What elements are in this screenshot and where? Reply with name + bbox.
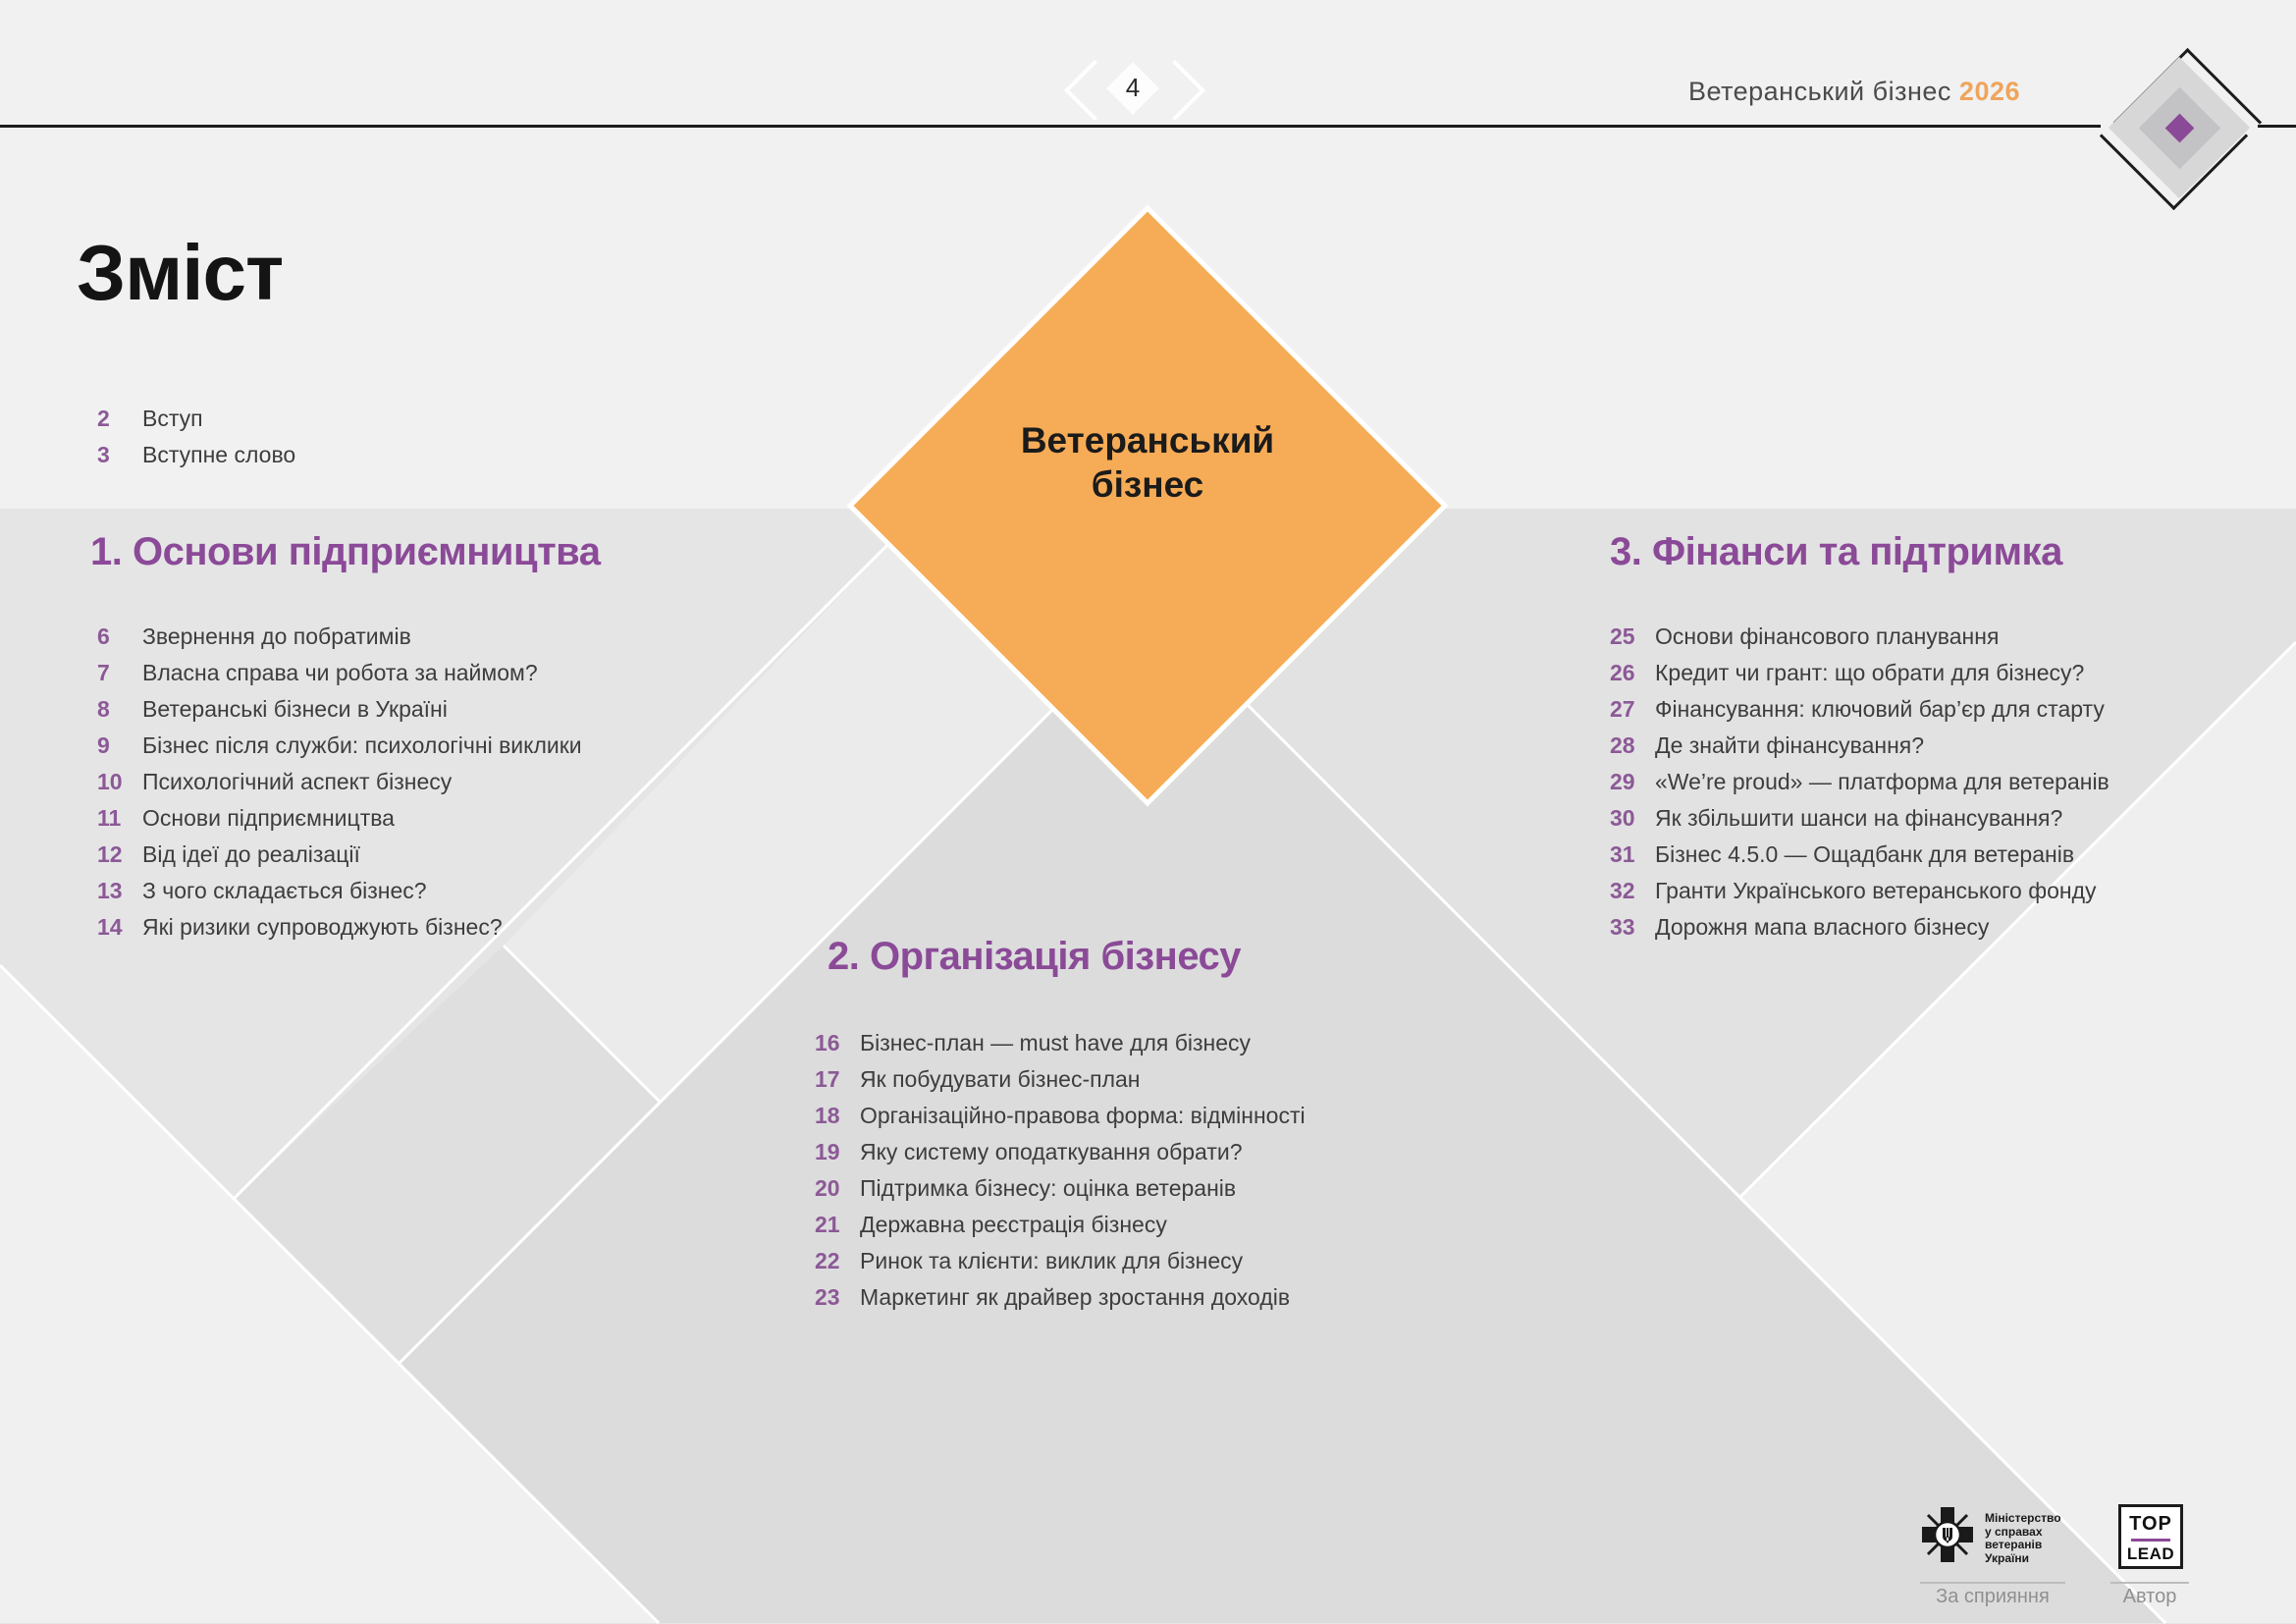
toplead-logo <box>2118 1504 2183 1569</box>
toc-item-page-number: 3 <box>97 442 110 467</box>
toc-item-page-number: 9 <box>97 732 110 758</box>
toc-item <box>1610 873 2109 909</box>
toc-item <box>815 1279 1306 1316</box>
toc-item <box>1610 800 2109 837</box>
toc-item-page-number: 7 <box>97 660 110 685</box>
toc-item-label: Від ідеї до реалізації <box>142 841 360 867</box>
toc-item-page-number: 25 <box>1610 623 1635 649</box>
toc-item-label: Яку систему оподаткування обрати? <box>860 1139 1243 1164</box>
toc-item-page-number: 26 <box>1610 660 1635 685</box>
toc-item-page-number: 10 <box>97 769 123 794</box>
toc-item <box>815 1170 1306 1207</box>
toc-item-page-number: 2 <box>97 406 110 431</box>
toc-item-label: Як побудувати бізнес-план <box>860 1066 1141 1092</box>
toc-item <box>815 1061 1306 1098</box>
edition-year: 2026 <box>1958 77 2020 106</box>
toc-item-label: «We’re proud» — платформа для ветеранів <box>1655 769 2109 794</box>
ministry-line: України <box>1985 1550 2030 1565</box>
toc-item-page-number: 16 <box>815 1030 840 1056</box>
toc-item <box>1610 619 2109 655</box>
center-diamond-line2: бізнес <box>1091 464 1204 505</box>
header-rule-left <box>0 125 2101 128</box>
toc-item-label: Бізнес-план — must have для бізнесу <box>860 1030 1252 1056</box>
toc-item-page-number: 22 <box>815 1248 840 1273</box>
header-rule-right <box>2258 125 2296 128</box>
toplead-rule <box>2131 1539 2170 1542</box>
toc-item <box>97 728 582 764</box>
toc-item-label: Дорожня мапа власного бізнесу <box>1655 914 1990 940</box>
toc-item-page-number: 17 <box>815 1066 840 1092</box>
intro-list <box>97 401 295 473</box>
toc-item-label: Ветеранські бізнеси в Україні <box>142 696 448 722</box>
toc-item <box>97 800 582 837</box>
toc-item-label: Вступне слово <box>142 442 296 467</box>
toplead-top: TOP <box>2129 1513 2172 1535</box>
section-1-list <box>97 619 582 946</box>
toc-item <box>97 437 295 473</box>
toc-item-label: Які ризики супроводжують бізнес? <box>142 914 503 940</box>
toc-item <box>97 655 582 691</box>
toc-item-page-number: 23 <box>815 1284 840 1310</box>
toc-item-label: Основи підприємництва <box>142 805 395 831</box>
toc-item-page-number: 28 <box>1610 732 1635 758</box>
toc-item <box>815 1098 1306 1134</box>
toc-item-page-number: 30 <box>1610 805 1635 831</box>
toc-item-page-number: 27 <box>1610 696 1635 722</box>
center-diamond-caption <box>951 418 1344 507</box>
toc-item <box>97 691 582 728</box>
toc-item-label: З чого складається бізнес? <box>142 878 427 903</box>
toc-item-page-number: 11 <box>97 805 122 831</box>
supporter-divider <box>1920 1582 2065 1584</box>
toc-item <box>1610 691 2109 728</box>
toc-item <box>815 1207 1306 1243</box>
toc-item-label: Психологічний аспект бізнесу <box>142 769 453 794</box>
section-1-heading: 1. Основи підприємництва <box>90 530 601 573</box>
toc-item-label: Підтримка бізнесу: оцінка ветеранів <box>860 1175 1237 1201</box>
toc-item <box>1610 837 2109 873</box>
toc-item-label: Організаційно-правова форма: відмінності <box>860 1103 1306 1128</box>
toc-item <box>97 837 582 873</box>
toc-item <box>815 1025 1306 1061</box>
toc-item-label: Фінансування: ключовий бар’єр для старту <box>1655 696 2105 722</box>
toc-item-label: Бізнес 4.5.0 — Ощадбанк для ветеранів <box>1655 841 2075 867</box>
toc-item-label: Вступ <box>142 406 203 431</box>
toc-item-page-number: 8 <box>97 696 110 722</box>
toc-item-page-number: 19 <box>815 1139 840 1164</box>
section-2-list <box>815 1025 1306 1316</box>
center-diamond-line1: Ветеранський <box>1020 420 1275 460</box>
toc-item-label: Ринок та клієнти: виклик для бізнесу <box>860 1248 1244 1273</box>
toc-item <box>97 909 582 946</box>
page-title: Зміст <box>77 228 284 316</box>
toc-item-label: Кредит чи грант: що обрати для бізнесу? <box>1655 660 2085 685</box>
edition-title <box>1472 77 2020 107</box>
toc-item <box>1610 728 2109 764</box>
toc-item-label: Маркетинг як драйвер зростання доходів <box>860 1284 1291 1310</box>
toc-item-label: Гранти Українського ветеранського фонду <box>1655 878 2097 903</box>
toc-item-page-number: 14 <box>97 914 123 940</box>
toc-item-page-number: 31 <box>1610 841 1635 867</box>
toc-item-label: Державна реєстрація бізнесу <box>860 1212 1167 1237</box>
ministry-line: у справах <box>1985 1524 2043 1539</box>
toc-item <box>97 764 582 800</box>
edition-title-text: Ветеранський бізнес <box>1687 77 1951 106</box>
toc-item-label: Де знайти фінансування? <box>1655 732 1925 758</box>
author-divider <box>2110 1582 2189 1584</box>
toplead-lead: LEAD <box>2126 1544 2175 1563</box>
corner-diamond-logo <box>2101 49 2258 206</box>
toc-item-page-number: 13 <box>97 878 123 903</box>
section-3-list <box>1610 619 2109 946</box>
toc-item-page-number: 18 <box>815 1103 840 1128</box>
author-caption: Автор <box>2122 1586 2177 1607</box>
toc-item <box>1610 764 2109 800</box>
section-3-heading: 3. Фінанси та підтримка <box>1610 530 2062 573</box>
page-number: 4 <box>1125 73 1141 102</box>
toc-item-label: Звернення до побратимів <box>142 623 411 649</box>
toc-item-page-number: 29 <box>1610 769 1635 794</box>
toc-item-page-number: 6 <box>97 623 110 649</box>
toc-item <box>1610 909 2109 946</box>
ministry-line: ветеранів <box>1985 1538 2043 1551</box>
toc-item <box>97 619 582 655</box>
toc-item-label: Основи фінансового планування <box>1655 623 2000 649</box>
toc-item <box>815 1134 1306 1170</box>
toc-item-page-number: 20 <box>815 1175 840 1201</box>
toc-item-label: Як збільшити шанси на фінансування? <box>1655 805 2063 831</box>
toc-item-page-number: 32 <box>1610 878 1635 903</box>
supporter-caption: За сприяння <box>1936 1586 2050 1607</box>
toc-item <box>1610 655 2109 691</box>
toc-item <box>97 401 295 437</box>
ministry-emblem-icon <box>1920 1505 1975 1564</box>
toc-item <box>97 873 582 909</box>
ministry-name <box>1985 1512 2103 1565</box>
toc-item-label: Власна справа чи робота за наймом? <box>142 660 538 685</box>
toc-item-label: Бізнес після служби: психологічні виклики <box>142 732 582 758</box>
ministry-line: Міністерство <box>1985 1511 2061 1525</box>
toc-item <box>815 1243 1306 1279</box>
section-2-heading: 2. Організація бізнесу <box>828 935 1242 978</box>
toc-item-page-number: 12 <box>97 841 123 867</box>
toc-item-page-number: 21 <box>815 1212 840 1237</box>
toc-item-page-number: 33 <box>1610 914 1635 940</box>
